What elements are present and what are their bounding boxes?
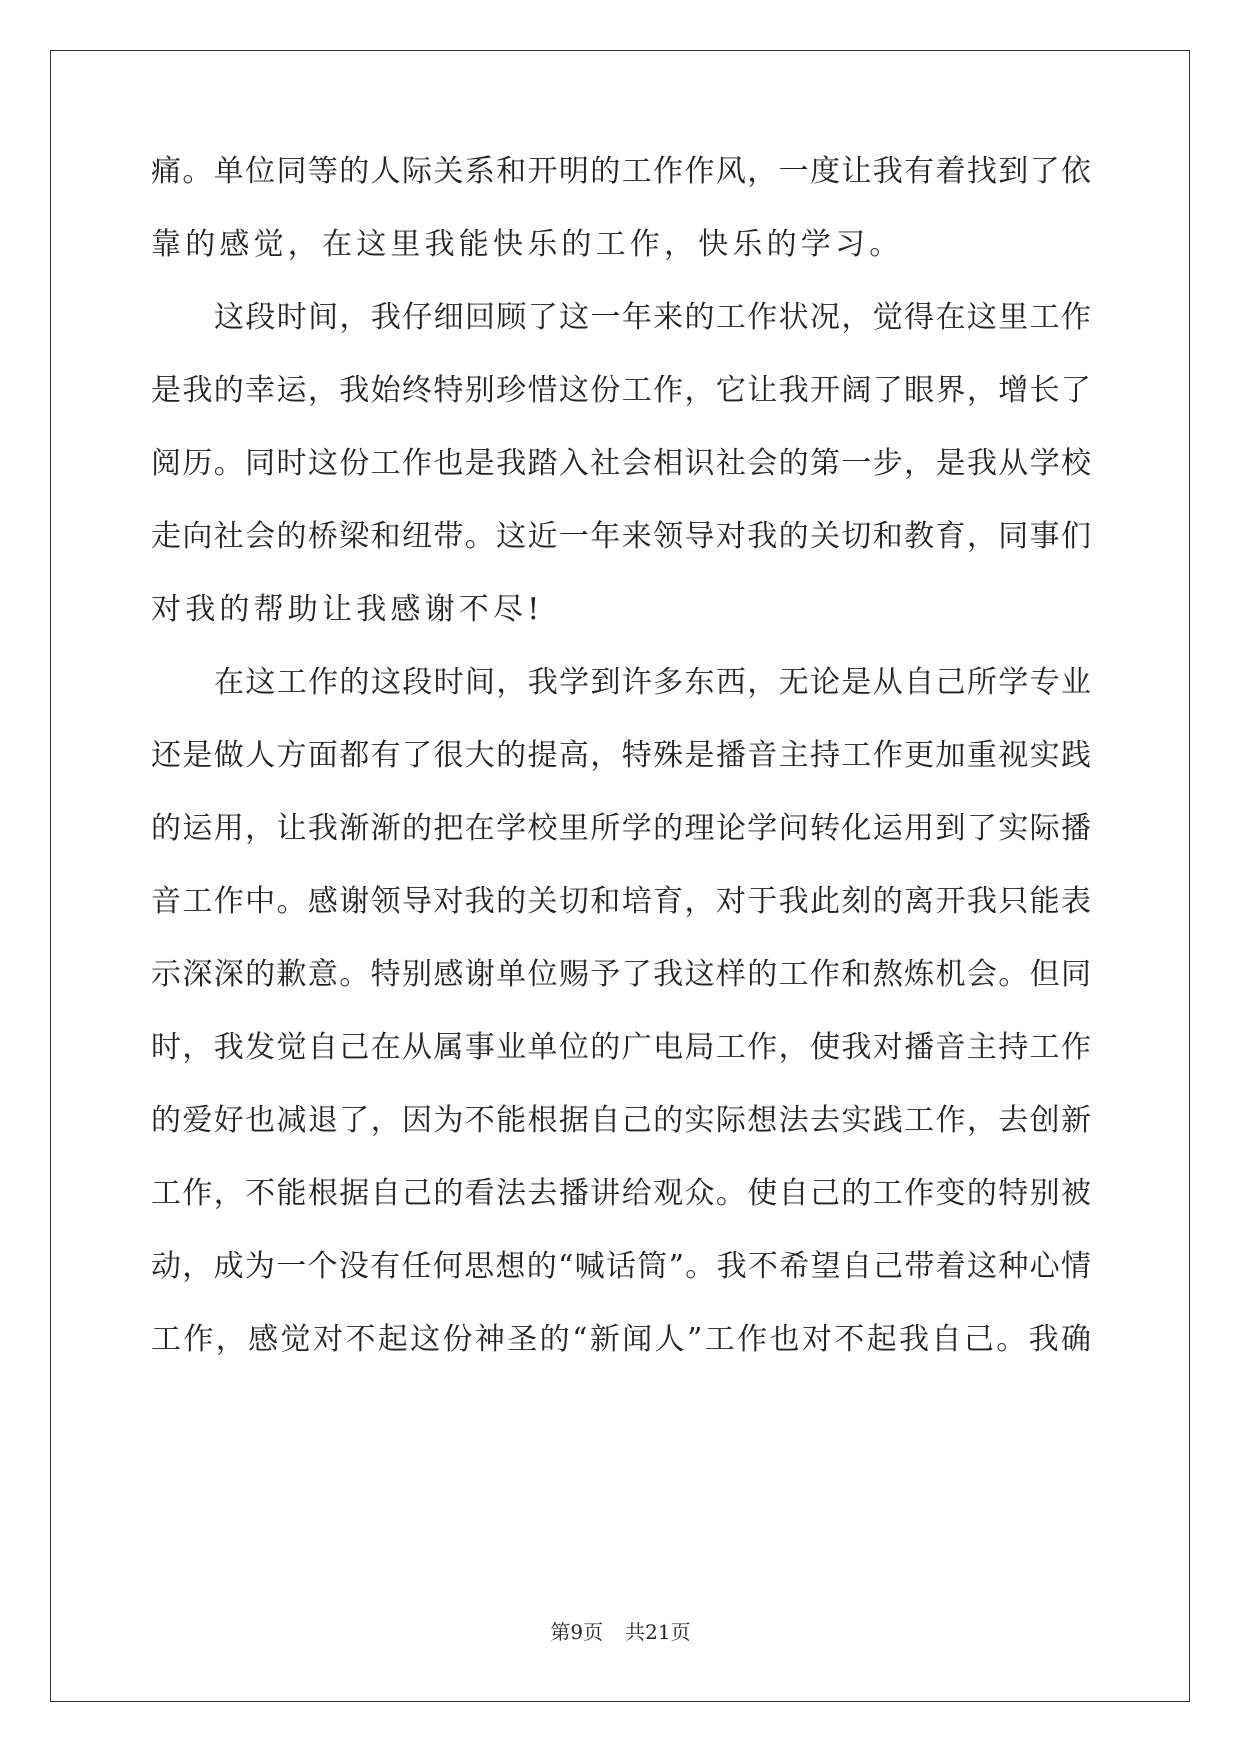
body-line: 在这工作的这段时间，我学到许多东西，无论是从自己所学专业 [214,665,1091,700]
body-line: 是我的幸运，我始终特别珍惜这份工作，它让我开阔了眼界，增长了 [151,373,1091,408]
body-line: 的运用，让我渐渐的把在学校里所学的理论学问转化运用到了实际播 [151,811,1091,846]
body-line: 动，成为一个没有任何思想的“喊话筒”。我不希望自己带着这种心情 [151,1249,1091,1284]
body-line: 走向社会的桥梁和纽带。这近一年来领导对我的关切和教育，同事们 [151,519,1091,554]
body-line: 靠的感觉，在这里我能快乐的工作，快乐的学习。 [151,227,904,262]
body-line: 对我的帮助让我感谢不尽! [151,592,544,627]
body-line: 示深深的歉意。特别感谢单位赐予了我这样的工作和熬炼机会。但同 [151,957,1091,992]
body-line: 还是做人方面都有了很大的提高，特殊是播音主持工作更加重视实践 [151,738,1091,773]
body-line: 的爱好也减退了，因为不能根据自己的实际想法去实践工作，去创新 [151,1103,1091,1138]
body-line: 时，我发觉自己在从属事业单位的广电局工作，使我对播音主持工作 [151,1030,1091,1065]
body-line: 这段时间，我仔细回顾了这一年来的工作状况，觉得在这里工作 [214,300,1091,335]
body-line: 工作，感觉对不起这份神圣的“新闻人”工作也对不起我自己。我确 [151,1322,1091,1357]
page-footer [0,1618,1241,1646]
body-line: 痛。单位同等的人际关系和开明的工作作风，一度让我有着找到了依 [151,154,1091,189]
page-number: 第9页 [550,1620,604,1644]
body-line: 阅历。同时这份工作也是我踏入社会相识社会的第一步，是我从学校 [151,446,1091,481]
body-line: 音工作中。感谢领导对我的关切和培育，对于我此刻的离开我只能表 [151,884,1091,919]
page-total: 共21页 [625,1620,691,1644]
body-line: 工作，不能根据自己的看法去播讲给观众。使自己的工作变的特别被 [151,1176,1091,1211]
